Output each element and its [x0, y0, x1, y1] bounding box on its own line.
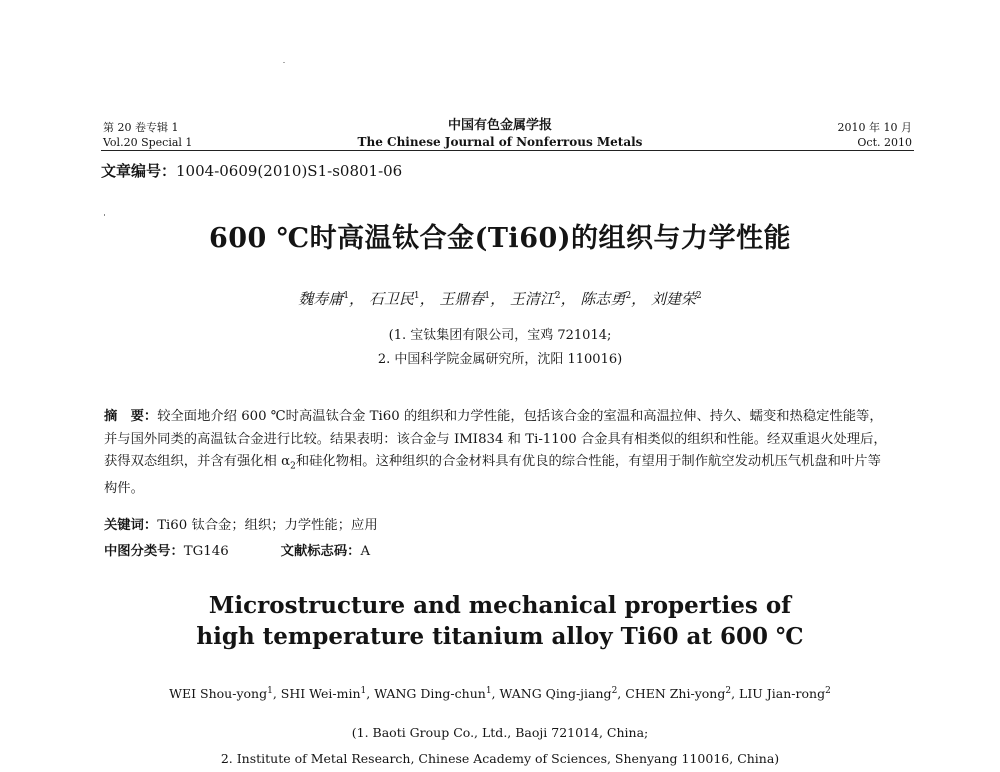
- header-date-cn: 2010 年 10 月: [837, 121, 912, 134]
- classification: [104, 540, 370, 559]
- author-en: WANG Qing-jiang: [499, 686, 612, 702]
- keywords-value: Ti60 钛合金；组织；力学性能；应用: [157, 518, 378, 533]
- abstract-label: 摘 要：: [104, 409, 158, 424]
- author-en: LIU Jian-rong: [739, 686, 826, 702]
- abstract-subscript: 2: [290, 461, 296, 472]
- author-cn: 王清江: [509, 290, 555, 308]
- title-en: [0, 590, 1000, 652]
- title-en-line: Microstructure and mechanical properties of: [208, 592, 792, 619]
- affiliations-en: [0, 720, 1000, 772]
- header-date-en: Oct. 2010: [857, 136, 912, 149]
- article-number-label: 文章编号：: [101, 162, 177, 180]
- article-number-value: 1004-0609(2010)S1-s0801-06: [176, 162, 403, 180]
- header-date: [838, 120, 912, 150]
- article-number: [101, 160, 402, 181]
- author-en-affiliation-mark: 2: [825, 686, 831, 696]
- author-en: WANG Ding-chun: [374, 686, 486, 702]
- header-volume-cn: 第 20 卷专辑 1: [103, 121, 179, 134]
- author-en: SHI Wei-min: [280, 686, 361, 702]
- header-journal-cn: 中国有色金属学报: [447, 118, 552, 133]
- author-cn-affiliation-mark: 1: [413, 291, 420, 301]
- clc-value: TG146: [183, 544, 229, 559]
- header-volume-en: Vol.20 Special 1: [103, 136, 193, 149]
- affiliation-cn-line: 2. 中国科学院金属研究所，沈阳 110016): [377, 352, 623, 367]
- author-en-affiliation-mark: 1: [267, 686, 273, 696]
- doc-code-label: 文献标志码：: [280, 544, 361, 559]
- author-cn: 王鼎春: [439, 290, 485, 308]
- author-en-affiliation-mark: 1: [360, 686, 367, 696]
- scan-speck: [283, 62, 285, 63]
- clc-label: 中图分类号：: [104, 544, 184, 559]
- header-journal-en: The Chinese Journal of Nonferrous Metals: [357, 135, 643, 149]
- authors-cn: 魏寿庸$^1$， 石卫民$^1$， 王鼎春$^1$， 王清江$^2$， 陈志勇$^2$， 刘建荣$^2$: [298, 290, 702, 308]
- abstract: [104, 406, 894, 501]
- keywords-label: 关键词：: [104, 518, 158, 533]
- doc-code-value: A: [360, 544, 371, 559]
- affiliation-cn-line: (1. 宝钛集团有限公司，宝鸡 721014;: [388, 328, 612, 343]
- title-cn: 600 ℃时高温钛合金(Ti60)的组织与力学性能: [208, 223, 792, 254]
- author-cn-affiliation-mark: 1: [484, 291, 491, 301]
- keywords: [104, 514, 378, 533]
- author-cn-affiliation-mark: 2: [625, 291, 632, 301]
- author-en-affiliation-mark: 1: [485, 686, 492, 696]
- author-cn: 刘建荣: [650, 290, 696, 308]
- title-en-line: high temperature titanium alloy Ti60 at 600 ℃: [196, 623, 804, 650]
- abstract-text: 较全面地介绍 600 ℃时高温钛合金 Ti60 的组织和力学性能，包括该合金的室温和高温拉伸、持久、蠕变和热稳定性能等，并与国外同类的高温钛合金进行比较。结果表明：该合金与 IMI834 和 Ti-1100 合金具有相类似的组织和性能。经双重退火处理后，获得双态组织，并含有强化相 α: [104, 409, 887, 469]
- author-cn: 石卫民: [368, 290, 414, 308]
- affiliation-en-line: (1. Baoti Group Co., Ltd., Baoji 721014, China;: [351, 725, 649, 740]
- author-en: CHEN Zhi-yong: [625, 686, 726, 702]
- author-cn-affiliation-mark: 2: [695, 291, 702, 301]
- author-cn: 魏寿庸: [298, 290, 344, 308]
- author-en-affiliation-mark: 2: [611, 686, 618, 696]
- authors-en: WEI Shou-yong$^1$, SHI Wei-$\min^1$, WANG Ding-chun$^1$, WANG Qing-jiang$^2$, CHEN Zhi-yong$^2$, LIU Jian-rong$^2$: [169, 686, 831, 702]
- header-rule: [101, 150, 914, 151]
- affiliation-en-line: 2. Institute of Metal Research, Chinese Academy of Sciences, Shenyang 110016, China): [220, 751, 780, 766]
- affiliations-cn: [0, 324, 1000, 372]
- author-cn: 陈志勇: [580, 290, 626, 308]
- author-cn-affiliation-mark: 2: [554, 291, 561, 301]
- author-cn-affiliation-mark: 1: [343, 291, 350, 301]
- abstract-text: 和硅化物相。这种组织的合金材料具有优良的综合性能，有望用于制作航空发动机压气机盘和叶片等构件。: [104, 454, 881, 497]
- author-en: WEI Shou-yong: [169, 686, 268, 702]
- author-en-affiliation-mark: 2: [725, 686, 732, 696]
